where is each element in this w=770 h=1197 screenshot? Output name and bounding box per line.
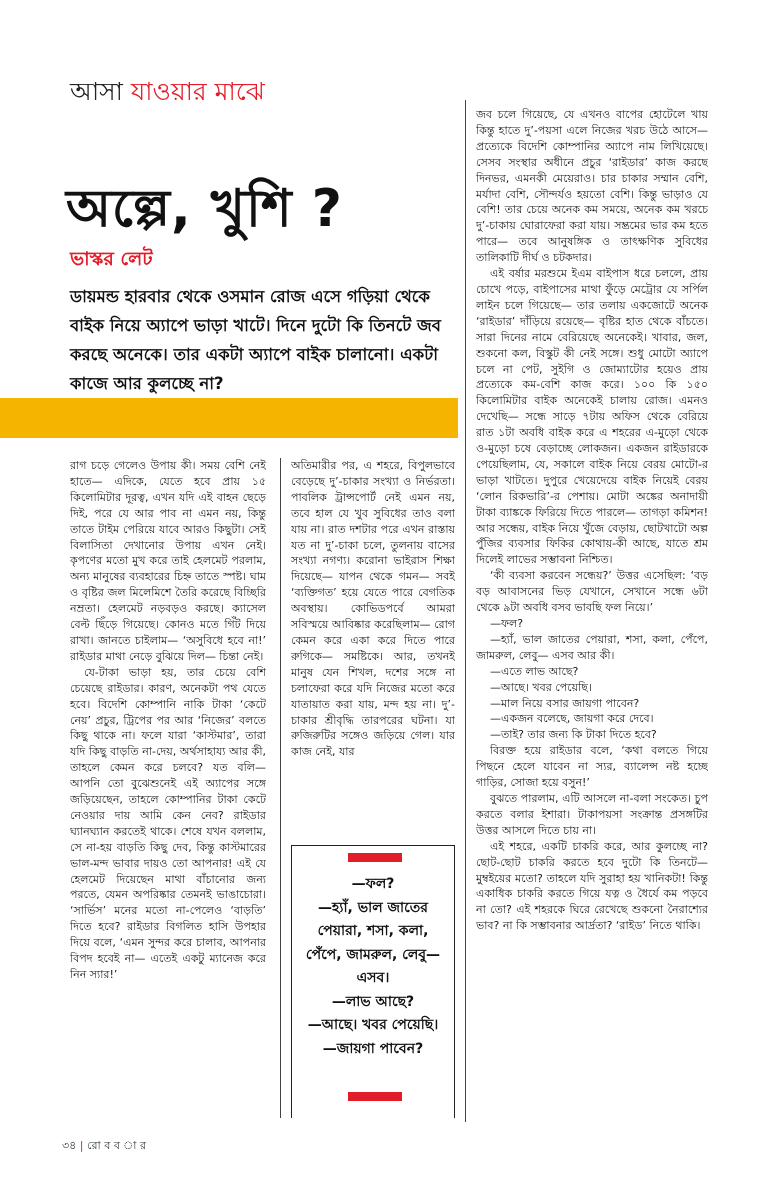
paragraph: —ফল?	[490, 617, 524, 630]
paragraph: এই বর্ষার মরশুমে ইএম বাইপাস ধরে চললে, প্রায় চোখে পড়ে, বাইপাসের মাথা ফুঁড়ে মেট্রোর যে সর্পিল লাইন চলে গিয়েছে— তার তলায় একজোটে অনেক ‘রাইডার’ দাঁড়িয়ে রয়েছে— বৃষ্টির হাত থেকে বাঁচতে। সারা দিনের নামে বেরিয়েছে অনেকেই। খাবার, জল, শুকনো কল, বিস্কুট কী নেই সঙ্গে। শুধু মোটো অ্যাপে চলে না পেট, সুইগি ও জোম্যাটোর হয়েও প্রায় প্রত্যেকে কম-বেশি কাজ করে। ১০০ কি ১৫০ কিলোমিটার বাইক অনেকেই চালায় রোজ। এমনও দেখেছি— সন্ধে সাড়ে ৭টায় অফিস থেকে বেরিয়ে রাত ১টা অবধি বাইক করে এ শহরের এ-মুড়ো থেকে ও-মুড়ো চষে বেড়াচ্ছে লোকজন। একজন রাইডারকে পেয়েছিলাম, যে, সকালে বাইক নিয়ে বেরয় মোটো-র ভাড়া খাটতে। দুপুরে খেয়েদেয়ে বাইক নিয়েই বেরয় ‘লোন রিকভারি’-র পেশায়। মোটা অঙ্কের অনাদায়ী টাকা ব্যাঙ্ককে ফিরিয়ে দিতে পারলে— তাগড়া কমিশন! আর সন্ধেয়, বাইক নিয়ে খুঁজে বেড়ায়, ছোটখাটো অল্প পুঁজির ব্যবসার ফিকির কোথায়-কী আছে, যাতে শ্রম দিলেই লাভের সম্ভাবনা নিশ্চিত।	[476, 267, 708, 567]
paragraph: —মাল নিয়ে বসার জায়গা পাবেন?	[490, 696, 640, 710]
article-title: অল্পে, খুশি ?	[66, 179, 343, 239]
yellow-band	[0, 398, 458, 438]
section-heading	[70, 72, 265, 115]
paragraph: বুঝতে পারলাম, এটি আসলে না-বলা সংকেত। চুপ করতে বলার ইশারা। টাকাপয়সা সংক্রান্ত প্রসঙ্গটির উত্তর আসলে দিতে চায় না।	[476, 791, 708, 837]
magazine-name: রো ব ব া র	[87, 1139, 147, 1152]
author-byline: ভাস্কর লেট	[70, 248, 153, 270]
pullquote	[298, 873, 448, 1061]
section-heading-word2: যাওয়ার মাঝে	[130, 77, 265, 106]
paragraph: —আছে। খবর পেয়েছি।	[490, 680, 592, 694]
body-column-1	[70, 458, 266, 1118]
column-divider	[465, 100, 466, 1122]
paragraph: অতিমারীর পর, এ শহরে, বিপুলভাবে বেড়েছে দু’-চাকার সংখ্যা ও নির্ভরতা। পাবলিক ট্রান্সপোর্ট নেই এমন নয়, তবে হাল যে খুব সুবিধের তাও বলা যায় না। রাত দশটার পরে এখন রাস্তায় যত না দু’-চাকা চলে, তুলনায় বাসের সংখ্যা নগণ্য। করোনা ভাইরাস শিক্ষা দিয়েছে— যাপন থেকে গমন— সবই ‘ব্যক্তিগত’ হয়ে যেতে পারে বেগতিক অবস্থায়। কোভিডপর্বে আমরা সবিস্ময়ে আবিষ্কার করেছিলাম— রোগ কেমন করে একা করে দিতে পারে রুগিকে— সমষ্টিকে। আর, তখনই মানুষ যেন শিখল, দশের সঙ্গে না চলাফেরা করে যদি নিজের মতো করে যাতায়াত করা যায়, মন্দ হয় না। দু’-চাকার শ্রীবৃদ্ধি তারপরের ঘটনা। যা রুজিরুটির সঙ্গেও জড়িয়ে গেল। যার কাজ নেই, যার	[291, 459, 455, 759]
pullquote-bar-bottom	[348, 1092, 402, 1101]
standfirst: ডায়মন্ড হারবার থেকে ওসমান রোজ এসে গড়িয়া থেকে বাইক নিয়ে অ্যাপে ভাড়া খাটে। দিনে দুটো কি তিনটে জব করছে অনেকে। তার একটা অ্যাপে বাইক চালানো। একটা কাজে আর কুলচ্ছে না?	[70, 287, 441, 393]
page-footer	[62, 1137, 146, 1156]
paragraph: বিরক্ত হয়ে রাইডার বলে, ‘কথা বলতে গিয়ে পিছনে হেলে যাবেন না স্যর, ব্যালেন্স নষ্ট হচ্ছে গাড়ির, সোজা হয়ে বসুন!’	[476, 744, 708, 790]
section-heading-word1: আসা	[70, 77, 123, 106]
pullquote-line: —লাভ আছে?	[331, 993, 415, 1010]
paragraph: —তাই? তার জন্য কি টাকা দিতে হবে?	[490, 728, 657, 742]
paragraph: রাগ চড়ে গেলেও উপায় কী। সময় বেশি নেই হাতে— এদিকে, যেতে হবে প্রায় ১৫ কিলোমিটার দূরত্ব, এখন যদি এই বাহন ছেড়ে দিই, পরে যে আর পাব না এমন নয়, কিন্তু তাতে টাইম পেরিয়ে যাবে আরও কিছুটা। সেই বিলাসিতা দেখানোর উপায় এখন নেই। কৃপণের মতো মুখ করে তাই হেলমেট পরলাম, অন্য মানুষের ব্যবহারের চিহ্ন তাতে স্পষ্ট। ঘাম ও বৃষ্টির জল মিলেমিশে তৈরি করেছে বিচ্ছিরি নম্রতা। হেলমেট নড়বড়ও করছে। ক্যাসেল বেল্ট ছিঁড়ে গিয়েছে। কোনও মতে গিঁট দিয়ে রাখা। জানতে চাইলাম— ‘অসুবিধে হবে না!’ রাইডার মাথা নেড়ে বুঝিয়ে দিল— চিন্তা নেই।	[70, 459, 266, 663]
paragraph: —হ্যাঁ, ভাল জাতের পেয়ারা, শসা, কলা, পেঁপে, জামরুল, লেবু— এসব আর কী।	[476, 632, 708, 662]
footer-separator: |	[79, 1139, 84, 1152]
paragraph: —এতে লাভ আছে?	[490, 664, 579, 678]
page-number: ৩৪	[62, 1139, 77, 1152]
paragraph: —একজন বলেছে, জায়গা করে দেবে।	[490, 712, 654, 726]
pullquote-line: —ফল?	[351, 876, 395, 892]
column-divider	[280, 458, 281, 1118]
pullquote-bar-top	[348, 853, 402, 862]
paragraph: ‘কী ব্যবসা করবেন সন্ধেয়?’ উত্তর এসেছিল: ‘বড় বড় আবাসনের ভিড় যেখানে, সেখানে সন্ধে ৬টা থেকে ৯টা অবধি বসব ভাবছি ফল নিয়ে।’	[476, 569, 708, 615]
body-column-3	[476, 107, 708, 1122]
body-column-2	[291, 458, 455, 838]
pullquote-line: —হ্যাঁ, ভাল জাতের পেয়ারা, শসা, কলা, পেঁপে, জামরুল, লেবু— এসব।	[305, 899, 441, 986]
pullquote-line: —আছে। খবর পেয়েছি।	[307, 1017, 439, 1033]
paragraph: যে-টাকা ভাড়া হয়, তার চেয়ে বেশি চেয়েছে রাইডার। কারণ, অনেকটা পথ যেতে হবে। বিদেশি কোম্পানি নাকি টাকা ‘কেটে নেয়’ প্রচুর, ট্রিপের পর আর ‘নিজের’ বলতে কিছু থাকে না। ফলে যারা ‘কাস্টমার’, তারা যদি কিছু বাড়তি না-দেয়, অর্থসাহায্য আর কী, তাহলে কেমন করে চলবে? যত বলি— আপনি তো বুঝেশুনেই এই অ্যাপের সঙ্গে জড়িয়েছেন, তাহলে কোম্পানির টাকা কেটে নেওয়ার দায় আমি কেন নেব? রাইডার ঘ্যানঘ্যান করতেই থাকে। শেষে যখন বললাম, সে না-হয় বাড়তি কিছু দেব, কিন্তু কাস্টমারের ভাল-মন্দ ভাবার দায়ও তো আপনার! এই যে হেলমেট দিয়েছেন মাথা বাঁচানোর জন্য পরতে, যেমন অপরিষ্কার তেমনই ভাঙাচোরা। ‘সার্ভিস’ মনের মতো না-পেলেও ‘বাড়তি’ দিতে হবে? রাইডার বিগলিত হাসি উপহার দিয়ে বলে, ‘এমন সুন্দর করে চালাব, আপনার বিপদ হবেই না— এতেই একটু ম্যানেজ করে নিন স্যার!’	[70, 665, 266, 981]
pullquote-line: —জায়গা পাবেন?	[322, 1040, 424, 1057]
paragraph: এই শহরে, একটি চাকরি করে, আর কুলচ্ছে না? ছোট-ছোট চাকরি করতে হবে দুটো কি তিনটে— মুম্বইয়ের মতো? তাহলে যদি সুরাহা হয় খানিকটা! কিন্তু একাধিক চাকরি করতে গিয়ে যত্ন ও ধৈর্যে কম পড়বে না তো? এই শহরকে ঘিরে রেখেছে শুকনো নৈরাশ্যের ভাব? না কি সম্ভাবনার আর্দ্রতা? ‘রাইড’ নিতে থাকি।	[476, 839, 708, 933]
paragraph: জব চলে গিয়েছে, যে এখনও বাপের হোটেলে খায় কিন্তু হাতে দু’-পয়সা এলে নিজের খরচ উঠে আসে— প্রত্যেকে বিদেশি কোম্পানির অ্যাপে নাম লিখিয়েছে। সেসব সংস্থার অধীনে প্রচুর ‘রাইডার’ কাজ করছে দিনভর, এমনকী মেয়েরাও। চার চাকার সম্মান বেশি, মর্যাদা বেশি, সৌন্দর্যও হয়তো বেশি। কিন্তু ভাড়াও যে বেশি! তার চেয়ে অনেক কম সময়ে, অনেক কম খরচে দু’-চাকায় ঘোরাফেরা করা যায়। সম্ভ্রমের ভার কম হতে পারে— তবে আনুষঙ্গিক ও তাৎক্ষণিক সুবিধের তালিকাটি দীর্ঘ ও চটকদার।	[476, 108, 708, 265]
